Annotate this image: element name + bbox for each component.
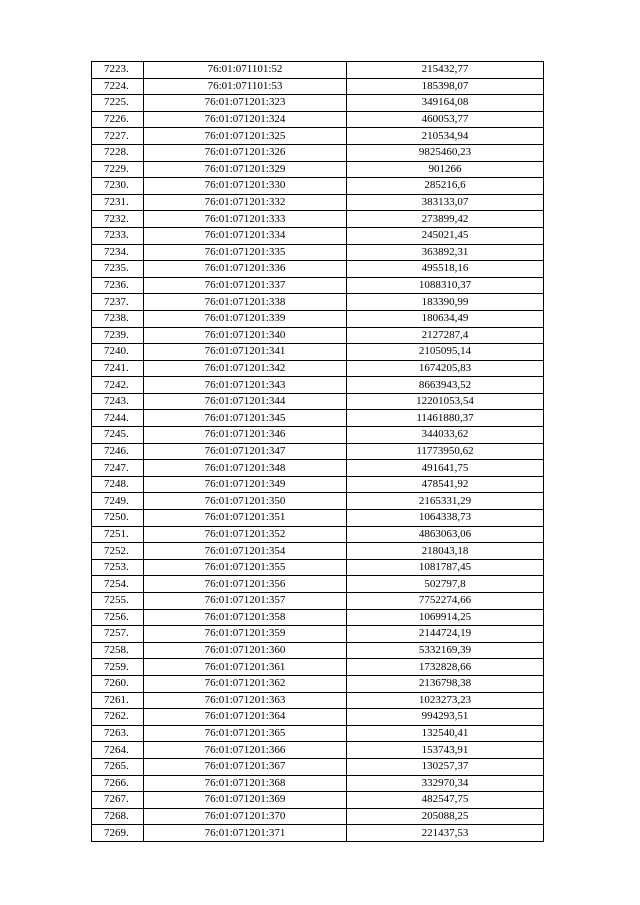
cadastral-value-cell: 1088310,37 <box>347 277 544 294</box>
table-row <box>92 510 544 527</box>
row-number-cell: 7238. <box>92 310 144 327</box>
cadastral-number-cell: 76:01:071201:369 <box>144 792 347 809</box>
table-row <box>92 559 544 576</box>
row-number-cell: 7240. <box>92 344 144 361</box>
cadastral-number-cell: 76:01:071201:368 <box>144 775 347 792</box>
cadastral-number-cell: 76:01:071201:349 <box>144 476 347 493</box>
table-row <box>92 393 544 410</box>
table-row <box>92 725 544 742</box>
row-number-cell: 7250. <box>92 510 144 527</box>
cadastral-number-cell: 76:01:071201:341 <box>144 344 347 361</box>
cadastral-value-cell: 9825460,23 <box>347 144 544 161</box>
table-row <box>92 310 544 327</box>
cadastral-value-cell: 1064338,73 <box>347 510 544 527</box>
row-number-cell: 7245. <box>92 427 144 444</box>
row-number-cell: 7232. <box>92 211 144 228</box>
table-row <box>92 128 544 145</box>
cadastral-number-cell: 76:01:071201:362 <box>144 675 347 692</box>
cadastral-value-cell: 383133,07 <box>347 194 544 211</box>
cadastral-value-cell: 2105095,14 <box>347 344 544 361</box>
table-row <box>92 178 544 195</box>
table-row <box>92 111 544 128</box>
cadastral-value-cell: 2136798,38 <box>347 675 544 692</box>
cadastral-number-cell: 76:01:071201:359 <box>144 626 347 643</box>
cadastral-value-cell: 218043,18 <box>347 543 544 560</box>
table-row <box>92 443 544 460</box>
row-number-cell: 7266. <box>92 775 144 792</box>
row-number-cell: 7229. <box>92 161 144 178</box>
row-number-cell: 7267. <box>92 792 144 809</box>
cadastral-value-cell: 460053,77 <box>347 111 544 128</box>
cadastral-value-cell: 2144724,19 <box>347 626 544 643</box>
table-row <box>92 825 544 842</box>
row-number-cell: 7252. <box>92 543 144 560</box>
row-number-cell: 7235. <box>92 261 144 278</box>
cadastral-value-cell: 349164,08 <box>347 95 544 112</box>
cadastral-value-cell: 491641,75 <box>347 460 544 477</box>
cadastral-number-cell: 76:01:071201:330 <box>144 178 347 195</box>
row-number-cell: 7223. <box>92 62 144 79</box>
cadastral-value-cell: 183390,99 <box>347 294 544 311</box>
row-number-cell: 7265. <box>92 758 144 775</box>
table-body <box>92 62 544 842</box>
table-row <box>92 244 544 261</box>
cadastral-value-cell: 8663943,52 <box>347 377 544 394</box>
table-row <box>92 294 544 311</box>
table-row <box>92 344 544 361</box>
cadastral-number-cell: 76:01:071201:342 <box>144 360 347 377</box>
row-number-cell: 7261. <box>92 692 144 709</box>
row-number-cell: 7233. <box>92 227 144 244</box>
cadastral-value-cell: 2127287,4 <box>347 327 544 344</box>
cadastral-value-cell: 1732828,66 <box>347 659 544 676</box>
cadastral-value-table <box>91 61 544 842</box>
cadastral-number-cell: 76:01:071201:347 <box>144 443 347 460</box>
table-row <box>92 144 544 161</box>
cadastral-value-cell: 11773950,62 <box>347 443 544 460</box>
table-row <box>92 543 544 560</box>
table-row <box>92 360 544 377</box>
cadastral-value-cell: 2165331,29 <box>347 493 544 510</box>
row-number-cell: 7263. <box>92 725 144 742</box>
cadastral-number-cell: 76:01:071201:364 <box>144 709 347 726</box>
row-number-cell: 7253. <box>92 559 144 576</box>
cadastral-value-cell: 5332169,39 <box>347 642 544 659</box>
cadastral-number-cell: 76:01:071201:350 <box>144 493 347 510</box>
cadastral-value-cell: 11461880,37 <box>347 410 544 427</box>
cadastral-number-cell: 76:01:071201:337 <box>144 277 347 294</box>
table-row <box>92 742 544 759</box>
row-number-cell: 7255. <box>92 593 144 610</box>
cadastral-number-cell: 76:01:071201:348 <box>144 460 347 477</box>
row-number-cell: 7247. <box>92 460 144 477</box>
table-row <box>92 227 544 244</box>
cadastral-number-cell: 76:01:071201:355 <box>144 559 347 576</box>
row-number-cell: 7225. <box>92 95 144 112</box>
table-row <box>92 78 544 95</box>
table-row <box>92 277 544 294</box>
table-row <box>92 526 544 543</box>
cadastral-value-cell: 7752274,66 <box>347 593 544 610</box>
cadastral-number-cell: 76:01:071201:363 <box>144 692 347 709</box>
cadastral-number-cell: 76:01:071201:360 <box>144 642 347 659</box>
cadastral-value-cell: 4863063,06 <box>347 526 544 543</box>
row-number-cell: 7248. <box>92 476 144 493</box>
row-number-cell: 7260. <box>92 675 144 692</box>
cadastral-value-cell: 344033,62 <box>347 427 544 444</box>
table-row <box>92 161 544 178</box>
table-row <box>92 692 544 709</box>
cadastral-number-cell: 76:01:071201:343 <box>144 377 347 394</box>
cadastral-value-cell: 273899,42 <box>347 211 544 228</box>
row-number-cell: 7262. <box>92 709 144 726</box>
table-row <box>92 476 544 493</box>
row-number-cell: 7237. <box>92 294 144 311</box>
table-row <box>92 775 544 792</box>
cadastral-value-cell: 221437,53 <box>347 825 544 842</box>
table-row <box>92 427 544 444</box>
row-number-cell: 7227. <box>92 128 144 145</box>
row-number-cell: 7246. <box>92 443 144 460</box>
cadastral-value-cell: 482547,75 <box>347 792 544 809</box>
cadastral-value-cell: 502797,8 <box>347 576 544 593</box>
cadastral-number-cell: 76:01:071201:366 <box>144 742 347 759</box>
table-row <box>92 593 544 610</box>
row-number-cell: 7236. <box>92 277 144 294</box>
row-number-cell: 7243. <box>92 393 144 410</box>
table-row <box>92 460 544 477</box>
cadastral-number-cell: 76:01:071201:324 <box>144 111 347 128</box>
cadastral-number-cell: 76:01:071201:323 <box>144 95 347 112</box>
cadastral-number-cell: 76:01:071101:53 <box>144 78 347 95</box>
cadastral-number-cell: 76:01:071201:357 <box>144 593 347 610</box>
row-number-cell: 7242. <box>92 377 144 394</box>
table-row <box>92 576 544 593</box>
row-number-cell: 7251. <box>92 526 144 543</box>
table-row <box>92 377 544 394</box>
cadastral-number-cell: 76:01:071201:351 <box>144 510 347 527</box>
cadastral-value-cell: 478541,92 <box>347 476 544 493</box>
cadastral-value-cell: 1069914,25 <box>347 609 544 626</box>
table-row <box>92 211 544 228</box>
cadastral-value-cell: 210534,94 <box>347 128 544 145</box>
table-row <box>92 792 544 809</box>
cadastral-value-cell: 185398,07 <box>347 78 544 95</box>
cadastral-value-cell: 1674205,83 <box>347 360 544 377</box>
cadastral-value-cell: 1023273,23 <box>347 692 544 709</box>
table-row <box>92 410 544 427</box>
table-row <box>92 62 544 79</box>
row-number-cell: 7254. <box>92 576 144 593</box>
cadastral-number-cell: 76:01:071201:354 <box>144 543 347 560</box>
table-row <box>92 642 544 659</box>
cadastral-value-cell: 153743,91 <box>347 742 544 759</box>
cadastral-value-cell: 130257,37 <box>347 758 544 775</box>
cadastral-value-cell: 495518,16 <box>347 261 544 278</box>
cadastral-number-cell: 76:01:071201:334 <box>144 227 347 244</box>
cadastral-number-cell: 76:01:071201:358 <box>144 609 347 626</box>
cadastral-number-cell: 76:01:071201:367 <box>144 758 347 775</box>
row-number-cell: 7249. <box>92 493 144 510</box>
cadastral-number-cell: 76:01:071201:333 <box>144 211 347 228</box>
row-number-cell: 7234. <box>92 244 144 261</box>
cadastral-value-cell: 994293,51 <box>347 709 544 726</box>
row-number-cell: 7228. <box>92 144 144 161</box>
table-row <box>92 95 544 112</box>
cadastral-number-cell: 76:01:071201:344 <box>144 393 347 410</box>
table-row <box>92 659 544 676</box>
cadastral-number-cell: 76:01:071201:335 <box>144 244 347 261</box>
row-number-cell: 7269. <box>92 825 144 842</box>
cadastral-value-cell: 12201053,54 <box>347 393 544 410</box>
cadastral-number-cell: 76:01:071201:332 <box>144 194 347 211</box>
table-row <box>92 609 544 626</box>
table-row <box>92 626 544 643</box>
cadastral-value-cell: 901266 <box>347 161 544 178</box>
cadastral-value-cell: 245021,45 <box>347 227 544 244</box>
cadastral-number-cell: 76:01:071201:370 <box>144 808 347 825</box>
row-number-cell: 7231. <box>92 194 144 211</box>
row-number-cell: 7264. <box>92 742 144 759</box>
cadastral-number-cell: 76:01:071201:371 <box>144 825 347 842</box>
cadastral-number-cell: 76:01:071201:325 <box>144 128 347 145</box>
row-number-cell: 7241. <box>92 360 144 377</box>
cadastral-number-cell: 76:01:071201:339 <box>144 310 347 327</box>
cadastral-number-cell: 76:01:071201:345 <box>144 410 347 427</box>
table-row <box>92 261 544 278</box>
cadastral-number-cell: 76:01:071201:338 <box>144 294 347 311</box>
table-row <box>92 194 544 211</box>
table-row <box>92 493 544 510</box>
cadastral-value-cell: 205088,25 <box>347 808 544 825</box>
cadastral-number-cell: 76:01:071201:356 <box>144 576 347 593</box>
table-row <box>92 758 544 775</box>
cadastral-value-cell: 285216,6 <box>347 178 544 195</box>
cadastral-number-cell: 76:01:071101:52 <box>144 62 347 79</box>
cadastral-value-cell: 180634,49 <box>347 310 544 327</box>
cadastral-number-cell: 76:01:071201:336 <box>144 261 347 278</box>
table-row <box>92 709 544 726</box>
cadastral-value-cell: 132540,41 <box>347 725 544 742</box>
row-number-cell: 7230. <box>92 178 144 195</box>
cadastral-value-cell: 215432,77 <box>347 62 544 79</box>
table-row <box>92 327 544 344</box>
cadastral-value-cell: 1081787,45 <box>347 559 544 576</box>
row-number-cell: 7259. <box>92 659 144 676</box>
row-number-cell: 7244. <box>92 410 144 427</box>
cadastral-number-cell: 76:01:071201:326 <box>144 144 347 161</box>
table-row <box>92 808 544 825</box>
row-number-cell: 7268. <box>92 808 144 825</box>
row-number-cell: 7258. <box>92 642 144 659</box>
row-number-cell: 7257. <box>92 626 144 643</box>
cadastral-number-cell: 76:01:071201:329 <box>144 161 347 178</box>
row-number-cell: 7224. <box>92 78 144 95</box>
table-row <box>92 675 544 692</box>
cadastral-number-cell: 76:01:071201:352 <box>144 526 347 543</box>
row-number-cell: 7226. <box>92 111 144 128</box>
cadastral-number-cell: 76:01:071201:365 <box>144 725 347 742</box>
cadastral-number-cell: 76:01:071201:361 <box>144 659 347 676</box>
cadastral-number-cell: 76:01:071201:346 <box>144 427 347 444</box>
cadastral-value-cell: 363892,31 <box>347 244 544 261</box>
cadastral-number-cell: 76:01:071201:340 <box>144 327 347 344</box>
row-number-cell: 7256. <box>92 609 144 626</box>
cadastral-value-cell: 332970,34 <box>347 775 544 792</box>
row-number-cell: 7239. <box>92 327 144 344</box>
